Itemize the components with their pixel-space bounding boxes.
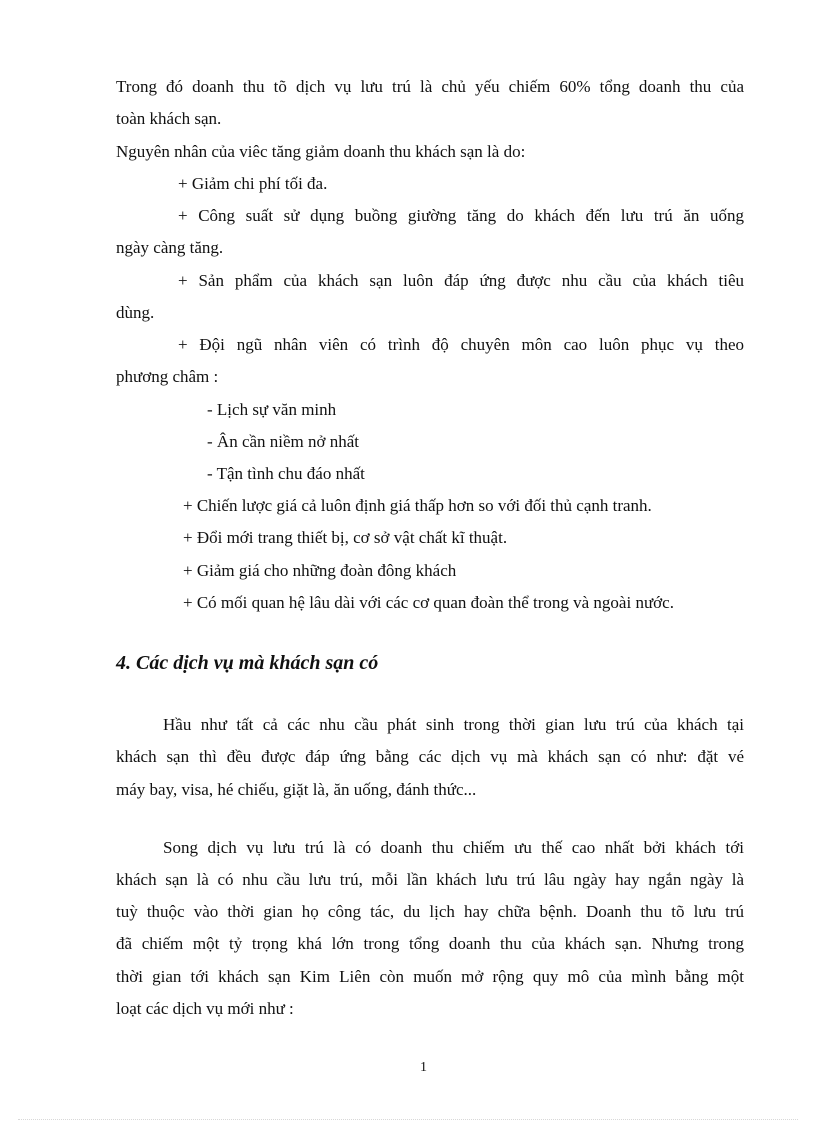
reasons-intro: Nguyên nhân của viêc tăng giảm doanh thu khách sạn là do:: [116, 142, 526, 161]
paragraph-line: loạt các dịch vụ mới như :: [116, 999, 294, 1018]
paragraph-line: Trong đó doanh thu tõ dịch vụ lưu trú là chủ yếu chiếm 60% tổng doanh thu của: [116, 77, 744, 96]
paragraph-line: đã chiếm một tỷ trọng khá lớn trong tổng doanh thu của khách sạn. Nhưng trong: [116, 934, 744, 953]
section-heading: 4. Các dịch vụ mà khách sạn có: [116, 652, 379, 674]
paragraph-line: khách sạn thì đều được đáp ứng bằng các dịch vụ mà khách sạn có như: đặt vé: [116, 747, 744, 766]
reason-item: + Đội ngũ nhân viên có trình độ chuyên môn cao luôn phục vụ theo: [178, 335, 744, 354]
paragraph-line: toàn khách sạn.: [116, 109, 222, 128]
reason-item-continuation: ngày càng tăng.: [116, 238, 224, 257]
paragraph-line: tuỳ thuộc vào thời gian họ công tác, du lịch hay chữa bệnh. Doanh thu tõ lưu trú: [116, 902, 744, 921]
reason-item: + Sản phẩm của khách sạn luôn đáp ứng được nhu cầu của khách tiêu: [178, 271, 744, 290]
paragraph-line: máy bay, visa, hé chiếu, giặt là, ăn uống, đánh thức...: [116, 780, 477, 799]
paragraph-line: thời gian tới khách sạn Kim Liên còn muốn mở rộng quy mô của mình bằng một: [116, 967, 744, 986]
motto-item: - Lịch sự văn minh: [207, 400, 337, 419]
reason-item-continuation: dùng.: [116, 303, 155, 322]
reason-item-continuation: phương châm :: [116, 367, 219, 386]
motto-item: - Ân cần niềm nở nhất: [207, 432, 360, 451]
motto-item: - Tận tình chu đáo nhất: [207, 464, 365, 483]
reason-item: + Giảm chi phí tối đa.: [178, 174, 328, 193]
reason-item: + Đổi mới trang thiết bị, cơ sở vật chất kĩ thuật.: [183, 528, 508, 547]
reason-item: + Công suất sử dụng buồng giường tăng do khách đến lưu trú ăn uống: [178, 206, 744, 225]
page-number: 1: [420, 1060, 427, 1075]
paragraph-line: Song dịch vụ lưu trú là có doanh thu chiếm ưu thế cao nhất bởi khách tới: [163, 838, 744, 857]
paragraph-line: khách sạn là có nhu cầu lưu trú, mỗi lần khách lưu trú lâu ngày hay ngắn ngày là: [116, 870, 744, 889]
paragraph-line: Hầu như tất cả các nhu cầu phát sinh trong thời gian lưu trú của khách tại: [163, 715, 744, 734]
reason-item: + Giảm giá cho những đoàn đông khách: [183, 561, 457, 580]
reason-item: + Có mối quan hệ lâu dài với các cơ quan đoàn thể trong và ngoài nước.: [183, 593, 674, 612]
footer-divider: [18, 1119, 798, 1120]
reason-item: + Chiến lược giá cả luôn định giá thấp hơn so với đối thủ cạnh tranh.: [183, 496, 652, 515]
